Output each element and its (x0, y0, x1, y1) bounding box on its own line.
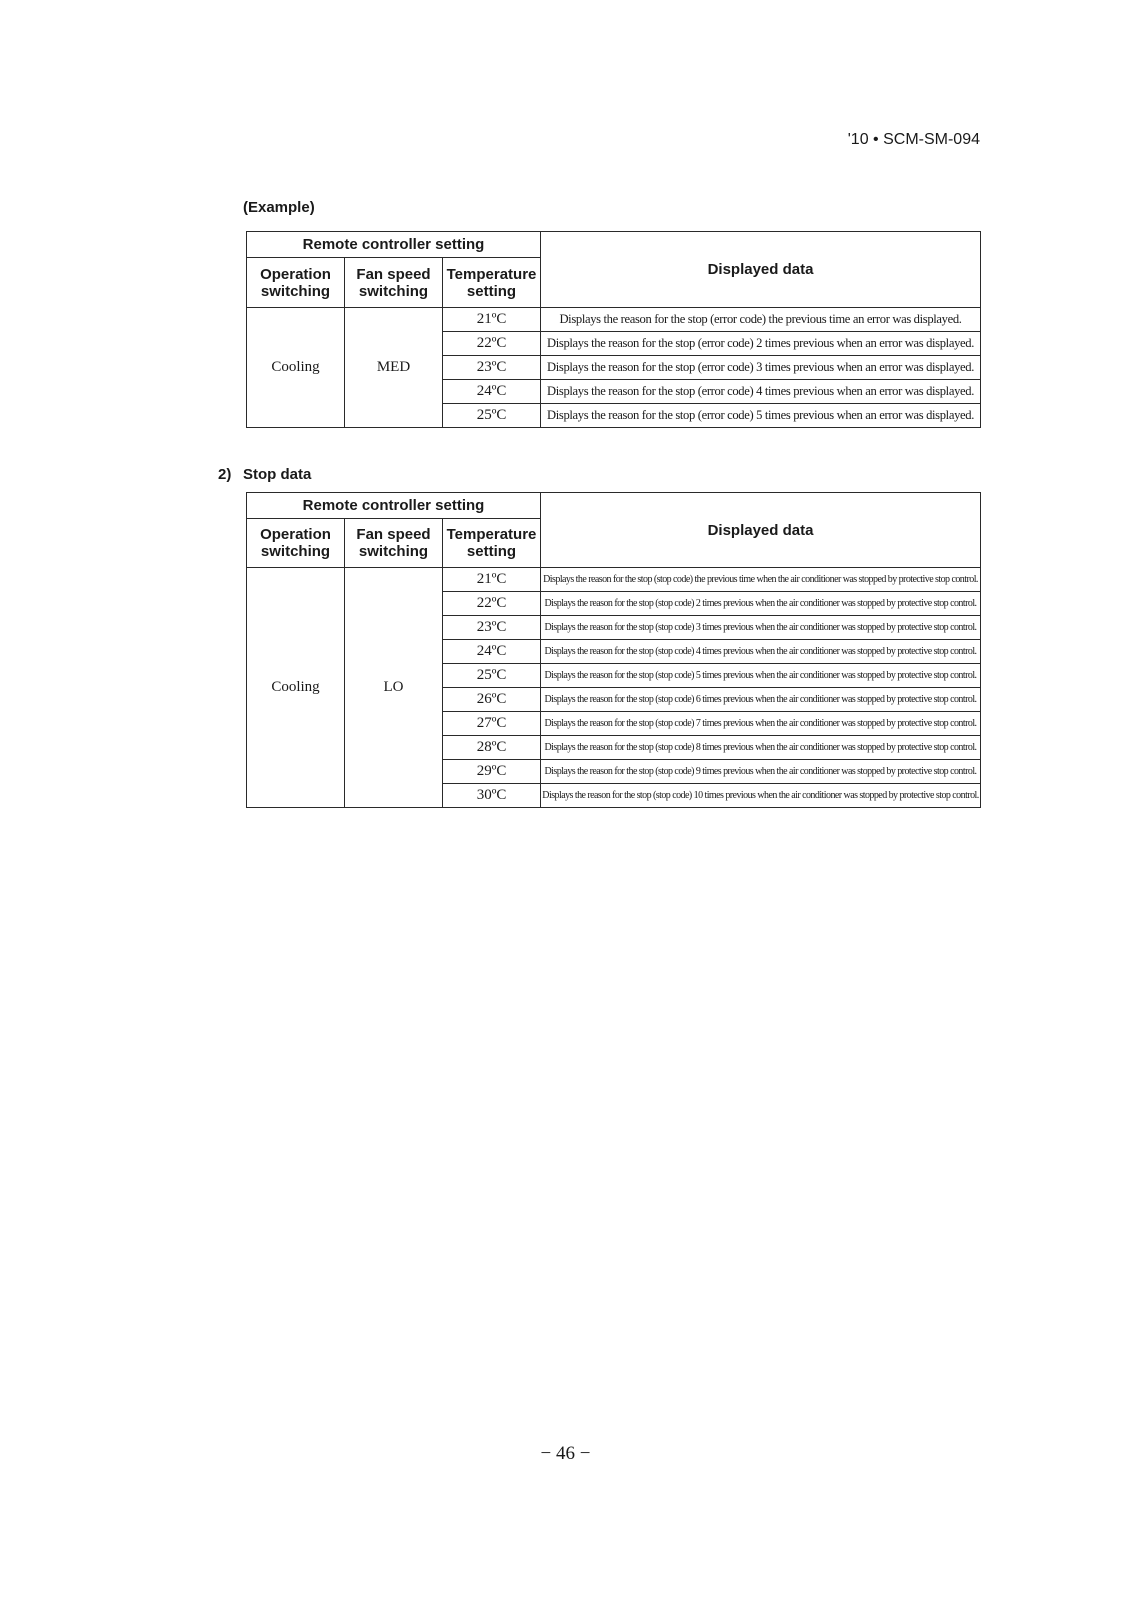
fan-speed-cell: LO (345, 568, 443, 808)
displayed-data-cell: Displays the reason for the stop (error code) 3 times previous when an error was displayed. (541, 356, 981, 380)
temperature-cell: 21ºC (443, 308, 541, 332)
temperature-cell: 30ºC (443, 784, 541, 808)
temperature-cell: 25ºC (443, 664, 541, 688)
fan-speed-cell: MED (345, 308, 443, 428)
example-table (246, 231, 981, 428)
stop-data-table (246, 492, 981, 808)
temperature-cell: 24ºC (443, 380, 541, 404)
temperature-cell: 23ºC (443, 616, 541, 640)
displayed-data-cell: Displays the reason for the stop (stop code) 6 times previous when the air conditioner was stopped by protective stop control. (541, 688, 981, 712)
temperature-header: Temperature setting (443, 258, 541, 308)
operation-cell: Cooling (247, 308, 345, 428)
operation-switching-header: Operation switching (247, 519, 345, 568)
temperature-header: Temperature setting (443, 519, 541, 568)
displayed-data-cell: Displays the reason for the stop (stop code) 5 times previous when the air conditioner was stopped by protective stop control. (541, 664, 981, 688)
page-number: − 46 − (540, 1443, 591, 1464)
temperature-cell: 26ºC (443, 688, 541, 712)
displayed-data-cell: Displays the reason for the stop (stop code) 7 times previous when the air conditioner was stopped by protective stop control. (541, 712, 981, 736)
group-header: Remote controller setting (247, 493, 541, 519)
displayed-data-cell: Displays the reason for the stop (error code) 2 times previous when an error was displayed. (541, 332, 981, 356)
temperature-cell: 22ºC (443, 332, 541, 356)
section-number: 2) (218, 466, 232, 483)
displayed-data-cell: Displays the reason for the stop (stop code) 3 times previous when the air conditioner was stopped by protective stop control. (541, 616, 981, 640)
displayed-data-cell: Displays the reason for the stop (stop code) 10 times previous when the air conditioner was stopped by protective stop control. (541, 784, 981, 808)
displayed-data-header: Displayed data (541, 493, 981, 568)
temperature-cell: 28ºC (443, 736, 541, 760)
temperature-cell: 24ºC (443, 640, 541, 664)
temperature-cell: 25ºC (443, 404, 541, 428)
temperature-cell: 27ºC (443, 712, 541, 736)
displayed-data-cell: Displays the reason for the stop (stop code) 8 times previous when the air conditioner was stopped by protective stop control. (541, 736, 981, 760)
group-header: Remote controller setting (247, 232, 541, 258)
displayed-data-cell: Displays the reason for the stop (error code) the previous time an error was displayed. (541, 308, 981, 332)
displayed-data-cell: Displays the reason for the stop (error code) 5 times previous when an error was displayed. (541, 404, 981, 428)
operation-switching-header: Operation switching (247, 258, 345, 308)
section-title: Stop data (243, 466, 312, 483)
document-id: '10 • SCM-SM-094 (847, 131, 980, 148)
example-heading: (Example) (243, 199, 315, 216)
temperature-cell: 22ºC (443, 592, 541, 616)
displayed-data-cell: Displays the reason for the stop (stop code) 9 times previous when the air conditioner was stopped by protective stop control. (541, 760, 981, 784)
temperature-cell: 29ºC (443, 760, 541, 784)
table-row (247, 308, 981, 332)
displayed-data-cell: Displays the reason for the stop (stop code) the previous time when the air conditioner was stopped by protective stop control. (541, 568, 981, 592)
displayed-data-cell: Displays the reason for the stop (stop code) 4 times previous when the air conditioner was stopped by protective stop control. (541, 640, 981, 664)
fan-speed-header: Fan speed switching (345, 519, 443, 568)
fan-speed-header: Fan speed switching (345, 258, 443, 308)
displayed-data-cell: Displays the reason for the stop (error code) 4 times previous when an error was displayed. (541, 380, 981, 404)
displayed-data-cell: Displays the reason for the stop (stop code) 2 times previous when the air conditioner was stopped by protective stop control. (541, 592, 981, 616)
temperature-cell: 23ºC (443, 356, 541, 380)
displayed-data-header: Displayed data (541, 232, 981, 308)
table-row (247, 568, 981, 592)
operation-cell: Cooling (247, 568, 345, 808)
stop-data-heading (218, 466, 311, 483)
temperature-cell: 21ºC (443, 568, 541, 592)
